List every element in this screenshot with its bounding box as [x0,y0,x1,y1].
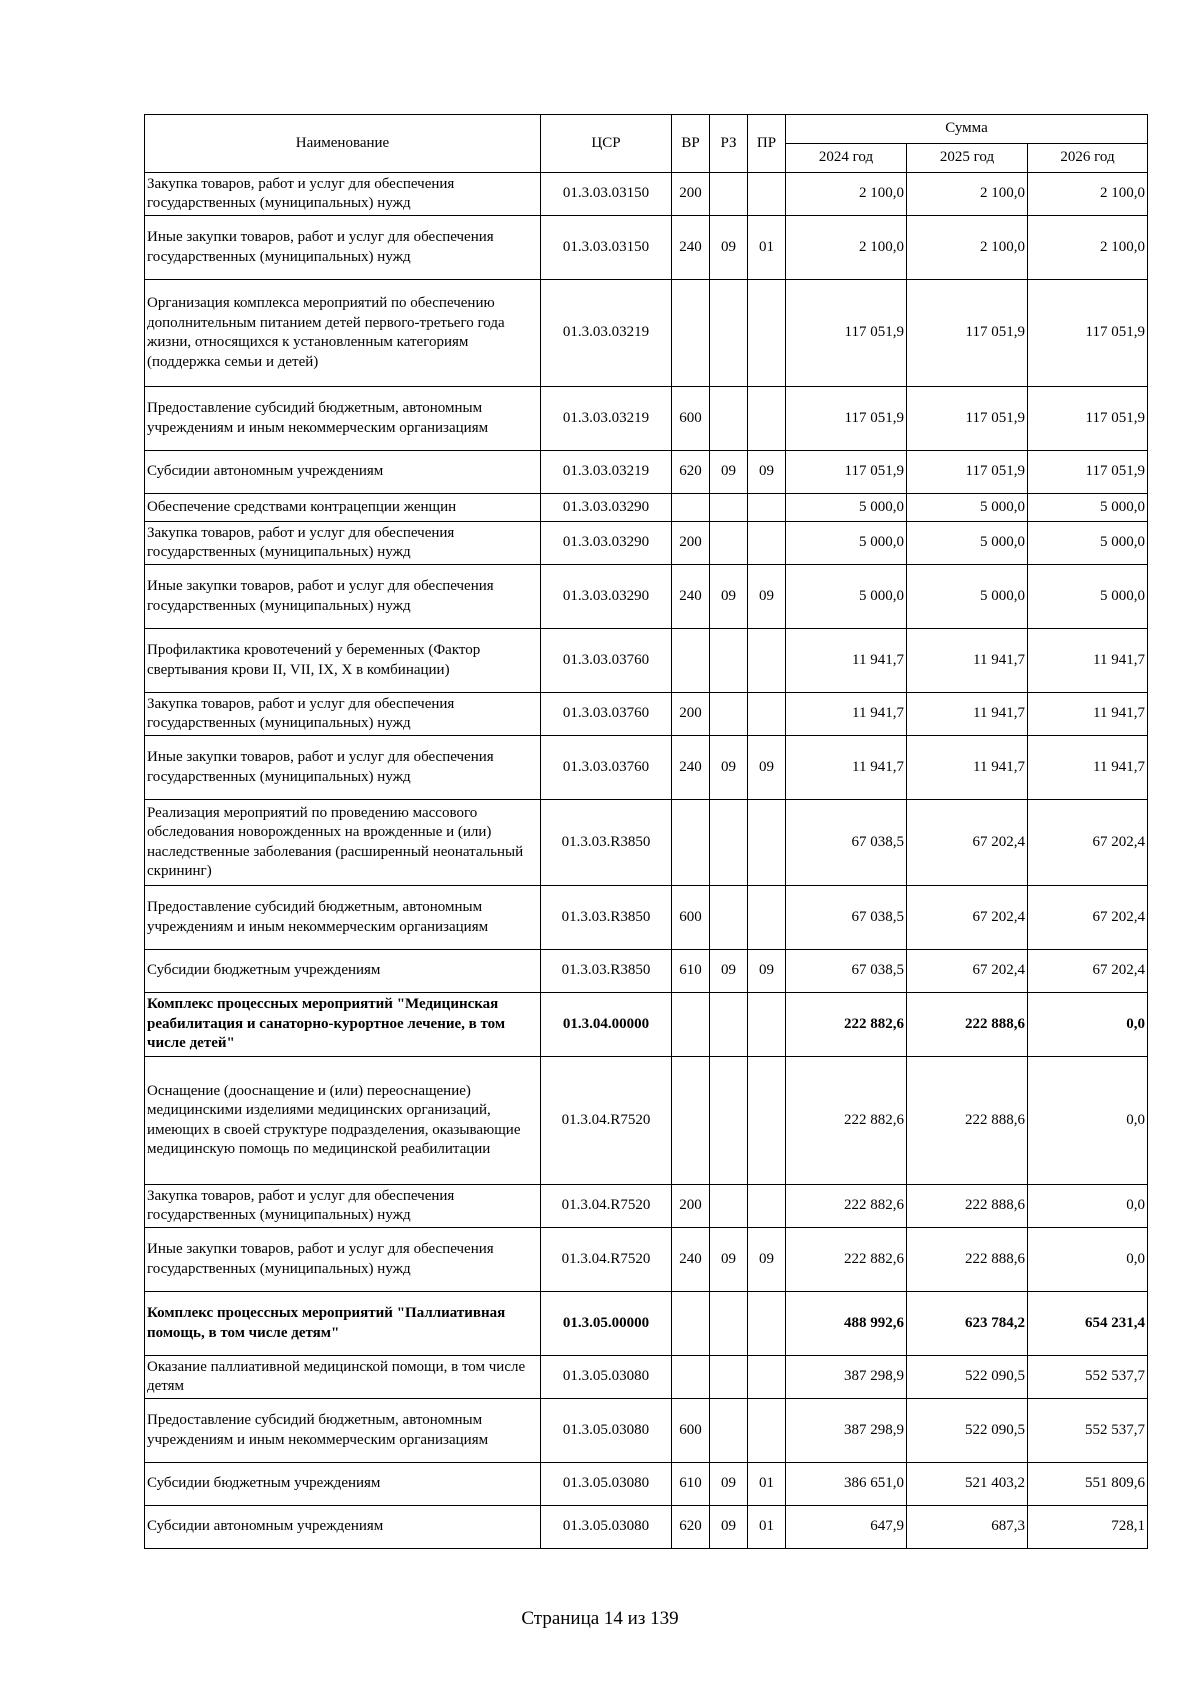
cell-sum-2025: 222 888,6 [907,1228,1028,1292]
cell-vr [672,1057,710,1185]
table-row [145,1057,1148,1185]
cell-name: Иные закупки товаров, работ и услуг для обеспечения государственных (муниципальных) нужд [145,736,541,800]
table-row [145,629,1148,693]
cell-sum-2024: 222 882,6 [786,1057,907,1185]
cell-sum-2025: 11 941,7 [907,629,1028,693]
cell-name: Иные закупки товаров, работ и услуг для обеспечения государственных (муниципальных) нужд [145,565,541,629]
cell-rz [710,800,748,886]
cell-csr: 01.3.03.03290 [541,522,672,565]
cell-csr: 01.3.03.03150 [541,216,672,280]
cell-sum-2024: 11 941,7 [786,736,907,800]
cell-sum-2026: 0,0 [1028,1185,1148,1228]
cell-csr: 01.3.05.00000 [541,1292,672,1356]
cell-vr: 610 [672,950,710,993]
cell-sum-2024: 5 000,0 [786,565,907,629]
cell-sum-2024: 387 298,9 [786,1399,907,1463]
cell-name: Закупка товаров, работ и услуг для обеспечения государственных (муниципальных) нужд [145,522,541,565]
cell-csr: 01.3.05.03080 [541,1399,672,1463]
cell-pr [748,280,786,387]
cell-vr: 200 [672,693,710,736]
cell-sum-2026: 0,0 [1028,1228,1148,1292]
cell-name: Предоставление субсидий бюджетным, автономным учреждениям и иным некоммерческим организациям [145,387,541,451]
cell-sum-2025: 117 051,9 [907,280,1028,387]
cell-sum-2024: 222 882,6 [786,993,907,1057]
table-row [145,1185,1148,1228]
cell-rz: 09 [710,950,748,993]
cell-csr: 01.3.03.R3850 [541,886,672,950]
cell-csr: 01.3.05.03080 [541,1463,672,1506]
cell-sum-2025: 5 000,0 [907,494,1028,522]
header-rz: РЗ [710,115,748,173]
header-sum: Сумма [786,115,1148,144]
table-header [145,115,1148,173]
cell-sum-2024: 647,9 [786,1506,907,1549]
cell-name: Организация комплекса мероприятий по обеспечению дополнительным питанием детей первого-третьего года жизни, относящихся к установленным категориям (поддержка семьи и детей) [145,280,541,387]
cell-vr: 600 [672,886,710,950]
table-row [145,494,1148,522]
table-row [145,993,1148,1057]
cell-vr: 240 [672,565,710,629]
cell-pr: 01 [748,216,786,280]
cell-sum-2026: 11 941,7 [1028,629,1148,693]
table-row [145,280,1148,387]
header-year-2026: 2026 год [1028,144,1148,173]
cell-pr: 09 [748,736,786,800]
table-row [145,565,1148,629]
cell-sum-2025: 5 000,0 [907,522,1028,565]
cell-vr: 620 [672,451,710,494]
cell-sum-2025: 5 000,0 [907,565,1028,629]
cell-vr: 200 [672,522,710,565]
cell-rz [710,886,748,950]
table-row [145,736,1148,800]
cell-pr: 09 [748,565,786,629]
cell-sum-2026: 552 537,7 [1028,1356,1148,1399]
cell-name: Субсидии бюджетным учреждениям [145,950,541,993]
cell-sum-2026: 654 231,4 [1028,1292,1148,1356]
cell-rz [710,693,748,736]
cell-sum-2024: 117 051,9 [786,280,907,387]
cell-rz [710,522,748,565]
cell-sum-2026: 552 537,7 [1028,1399,1148,1463]
table-row [145,950,1148,993]
cell-sum-2024: 386 651,0 [786,1463,907,1506]
cell-sum-2024: 117 051,9 [786,387,907,451]
cell-csr: 01.3.04.00000 [541,993,672,1057]
table-row [145,1292,1148,1356]
cell-sum-2025: 67 202,4 [907,800,1028,886]
cell-sum-2025: 117 051,9 [907,387,1028,451]
cell-vr [672,800,710,886]
cell-csr: 01.3.03.03760 [541,629,672,693]
cell-sum-2026: 11 941,7 [1028,736,1148,800]
cell-sum-2026: 5 000,0 [1028,522,1148,565]
table-row [145,451,1148,494]
header-pr: ПР [748,115,786,173]
cell-sum-2024: 5 000,0 [786,494,907,522]
table-row [145,1228,1148,1292]
cell-csr: 01.3.03.03760 [541,693,672,736]
cell-name: Субсидии автономным учреждениям [145,451,541,494]
header-vr: ВР [672,115,710,173]
cell-pr [748,494,786,522]
cell-sum-2026: 117 051,9 [1028,387,1148,451]
cell-sum-2026: 67 202,4 [1028,800,1148,886]
cell-name: Реализация мероприятий по проведению массового обследования новорожденных на врожденные и (или) наследственные заболевания (расширенный неонатальный скрининг) [145,800,541,886]
cell-sum-2025: 522 090,5 [907,1356,1028,1399]
cell-sum-2025: 11 941,7 [907,736,1028,800]
cell-rz [710,173,748,216]
table-row [145,1399,1148,1463]
cell-name: Обеспечение средствами контрацепции женщин [145,494,541,522]
cell-sum-2024: 2 100,0 [786,216,907,280]
cell-sum-2024: 222 882,6 [786,1228,907,1292]
cell-rz: 09 [710,1463,748,1506]
cell-name: Иные закупки товаров, работ и услуг для обеспечения государственных (муниципальных) нужд [145,1228,541,1292]
cell-vr [672,993,710,1057]
cell-csr: 01.3.04.R7520 [541,1228,672,1292]
cell-csr: 01.3.03.03150 [541,173,672,216]
cell-sum-2025: 222 888,6 [907,993,1028,1057]
header-name: Наименование [145,115,541,173]
cell-rz [710,494,748,522]
cell-sum-2026: 67 202,4 [1028,886,1148,950]
cell-csr: 01.3.04.R7520 [541,1185,672,1228]
cell-csr: 01.3.05.03080 [541,1506,672,1549]
cell-csr: 01.3.03.03219 [541,280,672,387]
cell-pr [748,1399,786,1463]
cell-rz: 09 [710,216,748,280]
cell-pr [748,173,786,216]
table-row [145,886,1148,950]
cell-rz [710,1185,748,1228]
table-row [145,693,1148,736]
cell-name: Оснащение (дооснащение и (или) переоснащение) медицинскими изделиями медицинских организаций, имеющих в своей структуре подразделения, оказывающие медицинскую помощь по медицинской реабилитации [145,1057,541,1185]
cell-name: Предоставление субсидий бюджетным, автономным учреждениям и иным некоммерческим организациям [145,886,541,950]
cell-vr: 240 [672,736,710,800]
cell-name: Субсидии бюджетным учреждениям [145,1463,541,1506]
cell-vr: 600 [672,387,710,451]
cell-sum-2025: 11 941,7 [907,693,1028,736]
cell-vr: 200 [672,173,710,216]
cell-name: Комплекс процессных мероприятий "Паллиативная помощь, в том числе детям" [145,1292,541,1356]
budget-table [144,114,1148,1549]
cell-rz [710,1356,748,1399]
cell-pr [748,993,786,1057]
cell-pr [748,1356,786,1399]
cell-sum-2025: 2 100,0 [907,173,1028,216]
cell-pr: 01 [748,1506,786,1549]
cell-vr: 240 [672,216,710,280]
cell-sum-2026: 551 809,6 [1028,1463,1148,1506]
cell-sum-2026: 5 000,0 [1028,565,1148,629]
table-row [145,1356,1148,1399]
cell-vr [672,1356,710,1399]
cell-pr [748,387,786,451]
cell-sum-2026: 117 051,9 [1028,280,1148,387]
cell-name: Субсидии автономным учреждениям [145,1506,541,1549]
cell-pr: 01 [748,1463,786,1506]
cell-csr: 01.3.04.R7520 [541,1057,672,1185]
cell-rz [710,1292,748,1356]
cell-vr [672,1292,710,1356]
cell-csr: 01.3.03.03290 [541,565,672,629]
cell-sum-2024: 67 038,5 [786,886,907,950]
cell-name: Комплекс процессных мероприятий "Медицинская реабилитация и санаторно-курортное лечение, в том числе детей" [145,993,541,1057]
cell-name: Профилактика кровотечений у беременных (Фактор свертывания крови II, VII, IX, X в комбинации) [145,629,541,693]
cell-csr: 01.3.03.03219 [541,451,672,494]
cell-sum-2024: 11 941,7 [786,629,907,693]
cell-sum-2025: 117 051,9 [907,451,1028,494]
cell-pr [748,1057,786,1185]
cell-sum-2024: 5 000,0 [786,522,907,565]
cell-sum-2026: 117 051,9 [1028,451,1148,494]
cell-pr [748,886,786,950]
cell-pr: 09 [748,1228,786,1292]
cell-name: Оказание паллиативной медицинской помощи, в том числе детям [145,1356,541,1399]
cell-sum-2026: 2 100,0 [1028,216,1148,280]
cell-rz: 09 [710,1228,748,1292]
cell-sum-2024: 11 941,7 [786,693,907,736]
cell-sum-2026: 67 202,4 [1028,950,1148,993]
cell-sum-2024: 2 100,0 [786,173,907,216]
header-year-2025: 2025 год [907,144,1028,173]
cell-pr [748,629,786,693]
table-row [145,173,1148,216]
cell-sum-2026: 11 941,7 [1028,693,1148,736]
cell-sum-2025: 522 090,5 [907,1399,1028,1463]
cell-pr [748,693,786,736]
cell-name: Предоставление субсидий бюджетным, автономным учреждениям и иным некоммерческим организациям [145,1399,541,1463]
cell-name: Закупка товаров, работ и услуг для обеспечения государственных (муниципальных) нужд [145,693,541,736]
cell-vr: 600 [672,1399,710,1463]
cell-vr: 610 [672,1463,710,1506]
cell-sum-2024: 117 051,9 [786,451,907,494]
cell-sum-2026: 2 100,0 [1028,173,1148,216]
cell-csr: 01.3.03.R3850 [541,800,672,886]
table-row [145,800,1148,886]
cell-vr [672,280,710,387]
cell-pr [748,1185,786,1228]
header-year-2024: 2024 год [786,144,907,173]
cell-sum-2025: 687,3 [907,1506,1028,1549]
cell-csr: 01.3.03.03760 [541,736,672,800]
cell-rz: 09 [710,736,748,800]
cell-rz [710,1057,748,1185]
cell-sum-2026: 0,0 [1028,1057,1148,1185]
cell-sum-2025: 222 888,6 [907,1185,1028,1228]
cell-sum-2025: 67 202,4 [907,950,1028,993]
table-body [145,173,1148,1549]
cell-rz [710,993,748,1057]
cell-sum-2024: 222 882,6 [786,1185,907,1228]
table-row [145,1506,1148,1549]
cell-sum-2025: 2 100,0 [907,216,1028,280]
cell-rz [710,629,748,693]
cell-sum-2024: 488 992,6 [786,1292,907,1356]
cell-pr [748,800,786,886]
cell-vr [672,494,710,522]
cell-rz [710,1399,748,1463]
cell-pr: 09 [748,451,786,494]
cell-csr: 01.3.03.03290 [541,494,672,522]
cell-sum-2024: 387 298,9 [786,1356,907,1399]
cell-pr: 09 [748,950,786,993]
cell-pr [748,1292,786,1356]
cell-rz: 09 [710,1506,748,1549]
cell-csr: 01.3.03.R3850 [541,950,672,993]
cell-sum-2025: 623 784,2 [907,1292,1028,1356]
cell-sum-2026: 728,1 [1028,1506,1148,1549]
cell-rz: 09 [710,451,748,494]
cell-vr: 200 [672,1185,710,1228]
cell-rz [710,387,748,451]
table-row [145,522,1148,565]
cell-sum-2025: 67 202,4 [907,886,1028,950]
cell-vr [672,629,710,693]
cell-sum-2026: 5 000,0 [1028,494,1148,522]
table-row [145,216,1148,280]
table-row [145,1463,1148,1506]
cell-sum-2025: 222 888,6 [907,1057,1028,1185]
cell-rz [710,280,748,387]
cell-sum-2024: 67 038,5 [786,800,907,886]
cell-sum-2024: 67 038,5 [786,950,907,993]
cell-pr [748,522,786,565]
cell-sum-2025: 521 403,2 [907,1463,1028,1506]
table-row [145,387,1148,451]
cell-name: Закупка товаров, работ и услуг для обеспечения государственных (муниципальных) нужд [145,1185,541,1228]
cell-vr: 240 [672,1228,710,1292]
page-number: Страница 14 из 139 [521,1608,679,1629]
cell-csr: 01.3.05.03080 [541,1356,672,1399]
cell-sum-2026: 0,0 [1028,993,1148,1057]
cell-vr: 620 [672,1506,710,1549]
cell-name: Закупка товаров, работ и услуг для обеспечения государственных (муниципальных) нужд [145,173,541,216]
cell-name: Иные закупки товаров, работ и услуг для обеспечения государственных (муниципальных) нужд [145,216,541,280]
header-csr: ЦСР [541,115,672,173]
cell-csr: 01.3.03.03219 [541,387,672,451]
cell-rz: 09 [710,565,748,629]
